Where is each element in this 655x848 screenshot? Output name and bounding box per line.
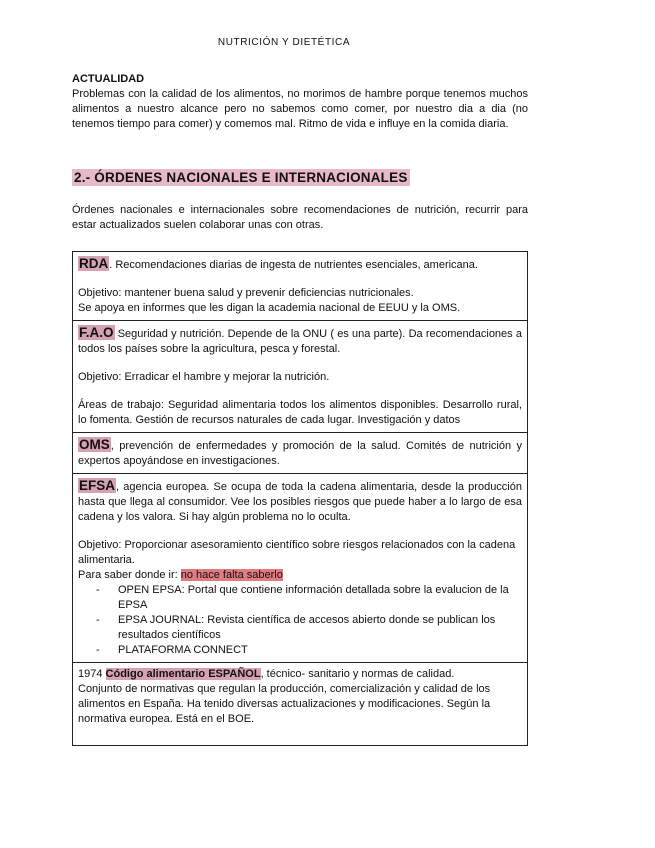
actualidad-text: Problemas con la calidad de los alimentos, no morimos de hambre porque tenemos muchos alimentos a nuestro alcance pero no sabemos como comer, por nuestro dia a dia (no tenemos tiempo para comer) y comemos mal. Ritmo de vida e influye en la comida diaria. [72, 88, 528, 130]
efsa-desc: , agencia europea. Se ocupa de toda la cadena alimentaria, desde la producción hasta que llega al consumidor. Vee los posibles riesgos que puede haber a lo largo de esa cadena y los valora. Si hay algún problema no lo oculta. [78, 481, 522, 523]
efsa-objetivo: Objetivo: Proporcionar asesoramiento científico sobre riesgos relacionados con la cadena alimentaria. [78, 539, 516, 566]
fao-tag: F.A.O [79, 325, 114, 340]
fao-cell [73, 320, 527, 432]
organizations-table [72, 251, 528, 746]
codigo-year: 1974 [78, 668, 106, 680]
efsa-tag: EFSA [79, 478, 116, 493]
rda-objetivo: Objetivo: mantener buena salud y prevenir deficiencias nutricionales. [78, 287, 414, 299]
section-2-heading-wrap [72, 169, 410, 187]
codigo-text: Conjunto de normativas que regulan la producción, comercialización y calidad de los alimentos en España. Ha tenido diversas actualizaciones y modificaciones. Según la normativa europea. Está en el BOE. [78, 683, 491, 725]
rda-cell [73, 252, 527, 320]
rda-desc: . Recomendaciones diarias de ingesta de nutrientes esenciales, americana. [109, 259, 478, 271]
codigo-desc: , técnico- sanitario y normas de calidad. [260, 668, 455, 680]
rda-tag: RDA [79, 256, 109, 271]
oms-desc: , prevención de enfermedades y promoción de la salud. Comités de nutrición y expertos apoyándose en investigaciones. [78, 440, 522, 467]
section-2-intro: Órdenes nacionales e internacionales sobre recomendaciones de nutrición, recurrir para estar actualizados suelen colaborar unas con otras. [72, 204, 528, 231]
list-item: - OPEN EPSA: Portal que contiene información detallada sobre la evalucion de la EPSA [96, 583, 522, 613]
fao-desc: Seguridad y nutrición. Depende de la ONU ( es una parte). Da recomendaciones a todos los países sobre la agricultura, pesca y forestal. [78, 328, 522, 355]
page-header: NUTRICIÓN Y DIETÉTICA [217, 37, 351, 48]
efsa-cell [73, 473, 527, 662]
efsa-donde-highlight: no hace falta saberlo [180, 569, 283, 581]
actualidad-heading: ACTUALIDAD [72, 73, 145, 85]
oms-tag: OMS [79, 437, 110, 452]
fao-objetivo: Objetivo: Erradicar el hambre y mejorar la nutrición. [78, 371, 330, 383]
efsa-resources-list [78, 583, 522, 658]
section-2-heading: 2.- ÓRDENES NACIONALES E INTERNACIONALES [74, 170, 408, 185]
oms-cell [73, 432, 527, 473]
efsa-donde-label: Para saber donde ir: [78, 569, 181, 581]
list-item: - EPSA JOURNAL: Revista científica de accesos abierto donde se publican los resultados científicos [96, 613, 522, 643]
actualidad-section [72, 72, 528, 132]
codigo-cell [73, 662, 527, 745]
rda-apoyo: Se apoya en informes que les digan la academia nacional de EEUU y la OMS. [78, 302, 461, 314]
fao-areas: Áreas de trabajo: Seguridad alimentaria todos los alimentos disponibles. Desarrollo rural, lo fomenta. Gestión de recursos naturales de cada lugar. Investigación y datos [78, 399, 522, 426]
list-item: - PLATAFORMA CONNECT [96, 643, 522, 658]
codigo-tag: Código alimentario ESPAÑOL [105, 668, 261, 680]
